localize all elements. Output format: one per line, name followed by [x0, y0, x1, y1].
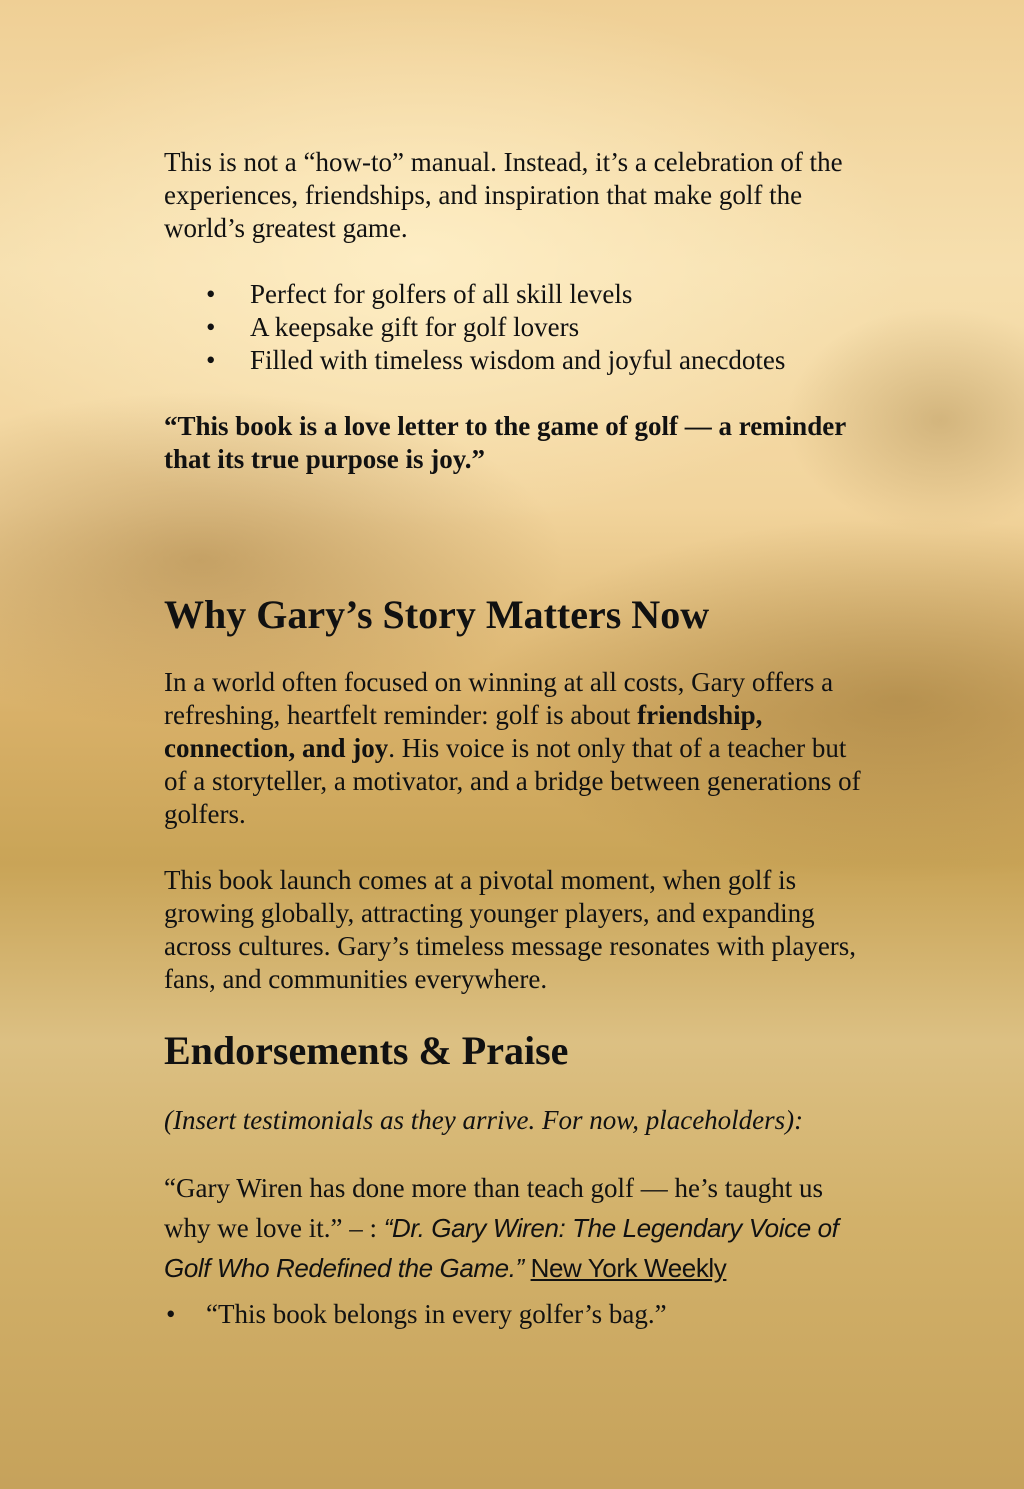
testimonial-quote: “Gary Wiren has done more than teach golf — he’s taught us why we love it.” – :: [164, 1173, 823, 1243]
list-item: • A keepsake gift for golf lovers: [250, 311, 864, 344]
new-york-weekly-link[interactable]: New York Weekly: [530, 1253, 727, 1283]
why-text-end: . His voice is not only that of a teacher but of a storyteller, a motivator, and a bridge between generations of golfers.: [164, 733, 861, 829]
why-text-start: In a world often focused on winning at all costs, Gary offers a refreshing, heartfelt reminder: golf is about: [164, 667, 834, 730]
list-item: • Perfect for golfers of all skill levels: [250, 278, 864, 311]
testimonial: [164, 1168, 864, 1288]
why-bold-phrase: friendship, connection, and joy: [164, 700, 763, 763]
why-section-heading: Why Gary’s Story Matters Now: [164, 592, 710, 637]
intro-paragraph: This is not a “how-to” manual. Instead, it’s a celebration of the experiences, friendships, and inspiration that make golf the world’s greatest game.: [164, 147, 843, 243]
pull-quote: “This book is a love letter to the game of golf — a reminder that its true purpose is joy.”: [164, 411, 846, 474]
testimonials-note: (Insert testimonials as they arrive. For now, placeholders):: [164, 1105, 804, 1135]
endorsements-heading: Endorsements & Praise: [164, 1028, 569, 1073]
list-item: • “This book belongs in every golfer’s bag.”: [206, 1298, 864, 1331]
testimonial-article-title: “Dr. Gary Wiren: The Legendary Voice of Golf Who Redefined the Game.”: [164, 1213, 839, 1283]
feature-list: [164, 278, 864, 377]
document-page: [164, 146, 864, 1331]
praise-list: [164, 1298, 864, 1331]
why-paragraph-1: [164, 666, 864, 831]
list-item: • Filled with timeless wisdom and joyful anecdotes: [250, 344, 864, 377]
why-paragraph-2: This book launch comes at a pivotal moment, when golf is growing globally, attracting younger players, and expanding across cultures. Gary’s timeless message resonates with players, fans, and communities everywhere.: [164, 865, 857, 994]
